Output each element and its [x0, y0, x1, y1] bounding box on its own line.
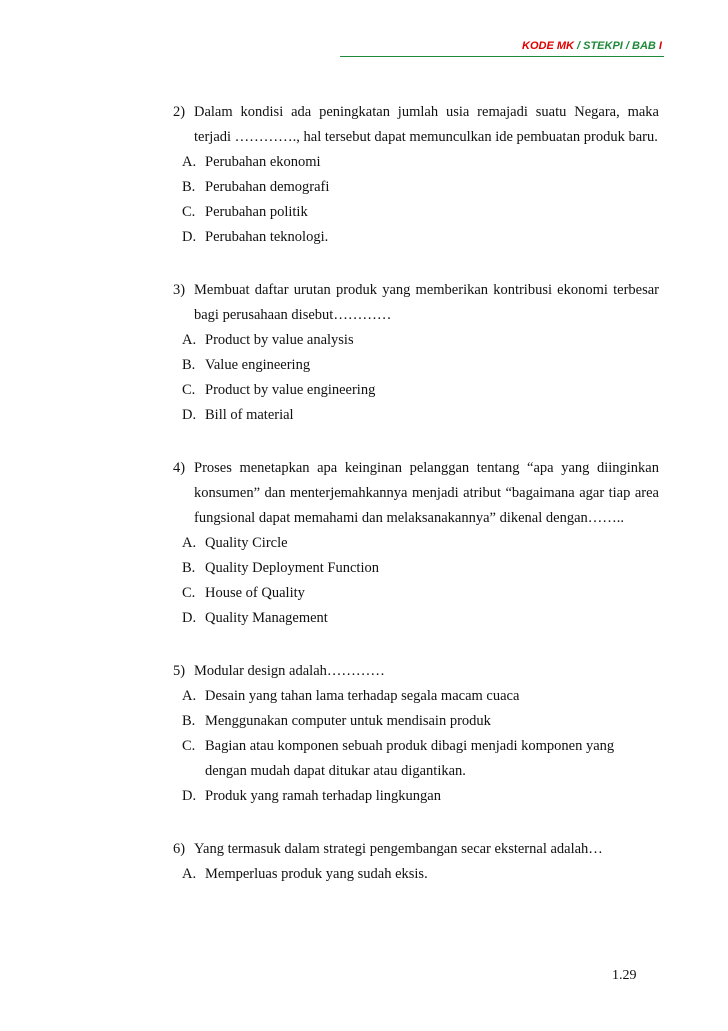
option-letter: C.: [182, 382, 196, 398]
question-number: 3): [173, 282, 186, 298]
option-text: Bagian atau komponen sebuah produk dibagi menjadi komponen yang dengan mudah dapat ditukar atau digantikan.: [205, 738, 615, 779]
option-a: [173, 684, 659, 709]
option-text: Produk yang ramah terhadap lingkungan: [205, 788, 441, 804]
question-number: 5): [173, 663, 186, 679]
question-text: Modular design adalah…………: [194, 663, 385, 679]
option-letter: A.: [182, 688, 197, 704]
option-text: Value engineering: [205, 357, 311, 373]
question-stem: [173, 278, 659, 328]
option-letter: C.: [182, 738, 196, 754]
option-d: [173, 784, 659, 809]
option-letter: B.: [182, 560, 196, 576]
option-a: [173, 531, 659, 556]
option-letter: A.: [182, 866, 197, 882]
option-text: House of Quality: [205, 585, 305, 601]
option-letter: C.: [182, 585, 196, 601]
option-text: Perubahan politik: [205, 204, 308, 220]
option-c: [173, 734, 659, 784]
question-text: Dalam kondisi ada peningkatan jumlah usia remajadi suatu Negara, maka terjadi …………., hal tersebut dapat memunculkan ide pembuatan produk baru.: [194, 104, 659, 145]
option-b: [173, 175, 659, 200]
option-letter: B.: [182, 357, 196, 373]
question-number: 4): [173, 460, 186, 476]
option-b: [173, 556, 659, 581]
question-stem: [173, 659, 659, 684]
question-3: [173, 278, 659, 428]
option-a: [173, 150, 659, 175]
question-4: [173, 456, 659, 631]
option-text: Menggunakan computer untuk mendisain produk: [205, 713, 491, 729]
option-text: Perubahan demografi: [205, 179, 330, 195]
question-number: 6): [173, 841, 186, 857]
question-list: [173, 100, 659, 915]
option-text: Bill of material: [205, 407, 294, 423]
header-chapter-number: I: [655, 40, 662, 52]
option-c: [173, 378, 659, 403]
question-text: Proses menetapkan apa keinginan pelanggan tentang “apa yang diinginkan konsumen” dan menterjemahkannya menjadi atribut “bagaimana agar tiap area fungsional dapat memahami dan melaksanakannya” dikenal dengan……..: [194, 460, 659, 526]
option-letter: A.: [182, 535, 197, 551]
option-text: Memperluas produk yang sudah eksis.: [205, 866, 428, 882]
option-a: [173, 862, 659, 887]
option-text: Desain yang tahan lama terhadap segala macam cuaca: [205, 688, 520, 704]
option-text: Quality Management: [205, 610, 328, 626]
option-letter: D.: [182, 610, 197, 626]
option-letter: A.: [182, 154, 197, 170]
option-c: [173, 581, 659, 606]
option-c: [173, 200, 659, 225]
option-letter: B.: [182, 179, 196, 195]
header-kode-mk: KODE MK: [522, 40, 574, 52]
question-2: [173, 100, 659, 250]
running-header: [522, 40, 662, 52]
option-text: Quality Deployment Function: [205, 560, 379, 576]
option-letter: D.: [182, 788, 197, 804]
question-stem: [173, 837, 659, 862]
option-b: [173, 709, 659, 734]
question-text: Yang termasuk dalam strategi pengembangan secar eksternal adalah…: [194, 841, 603, 857]
header-separator: /: [622, 40, 633, 52]
option-d: [173, 606, 659, 631]
option-letter: D.: [182, 407, 197, 423]
page-number: 1.29: [612, 968, 637, 983]
option-text: Product by value analysis: [205, 332, 354, 348]
option-text: Quality Circle: [205, 535, 288, 551]
question-text: Membuat daftar urutan produk yang memberikan kontribusi ekonomi terbesar bagi perusahaan disebut…………: [194, 282, 659, 323]
question-5: [173, 659, 659, 809]
option-d: [173, 403, 659, 428]
option-letter: B.: [182, 713, 196, 729]
header-rule: [340, 56, 664, 57]
option-text: Perubahan teknologi.: [205, 229, 329, 245]
option-letter: D.: [182, 229, 197, 245]
option-letter: A.: [182, 332, 197, 348]
option-text: Product by value engineering: [205, 382, 376, 398]
question-stem: [173, 100, 659, 150]
option-b: [173, 353, 659, 378]
header-bab: BAB: [632, 40, 656, 52]
question-6: [173, 837, 659, 887]
header-separator: /: [573, 40, 584, 52]
question-stem: [173, 456, 659, 531]
option-text: Perubahan ekonomi: [205, 154, 321, 170]
option-a: [173, 328, 659, 353]
header-stekpi: STEKPI: [583, 40, 623, 52]
option-d: [173, 225, 659, 250]
option-letter: C.: [182, 204, 196, 220]
question-number: 2): [173, 104, 186, 120]
